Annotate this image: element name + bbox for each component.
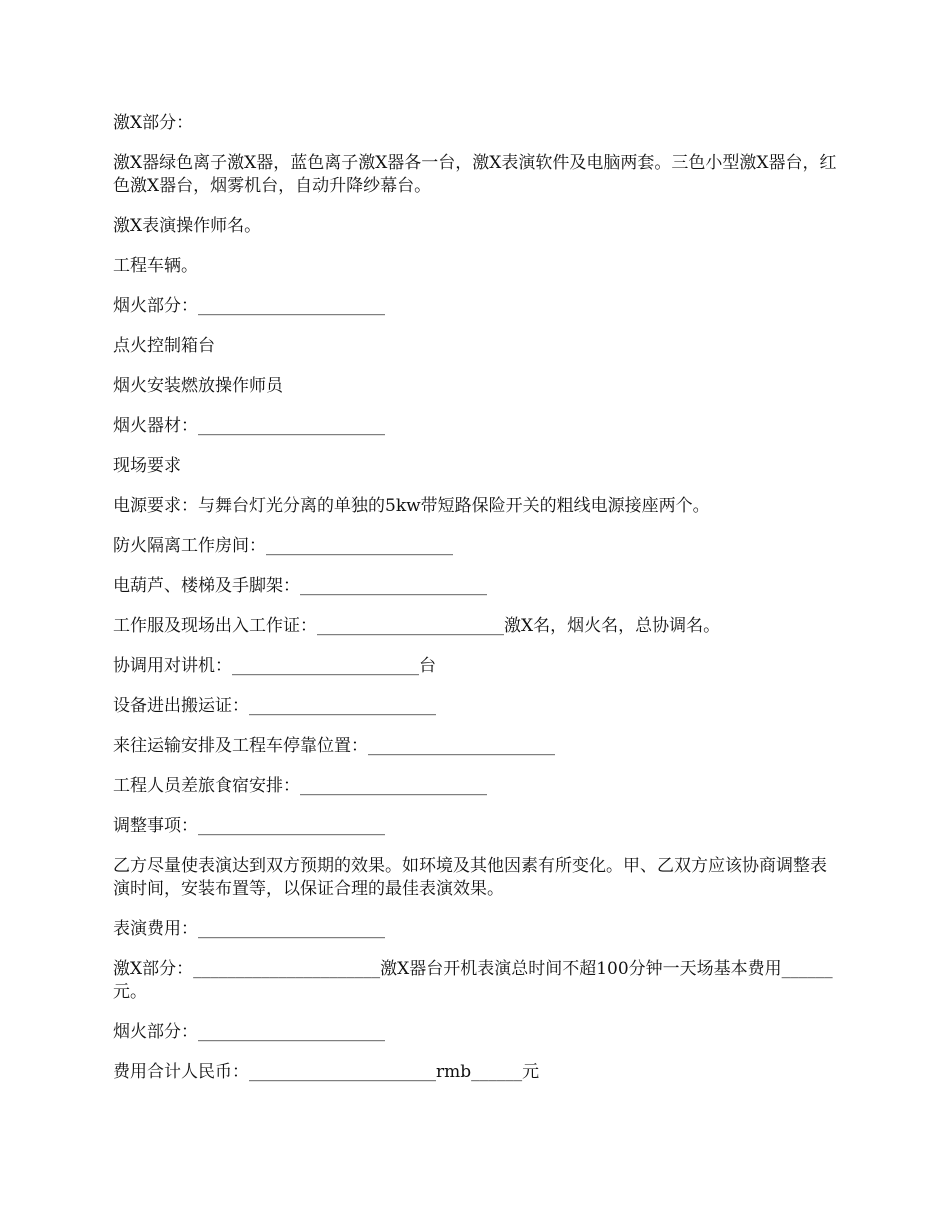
- paragraph-adjustment-text: 乙方尽量使表演达到双方预期的效果。如环境及其他因素有所变化。甲、乙双方应该协商调整表演时间，安装布置等，以保证合理的最佳表演效果。: [113, 856, 827, 899]
- paragraph-laser-fee: 激X部分：______________________激X器台开机表演总时间不超100分钟一天场基本费用______元。: [113, 959, 833, 1002]
- paragraph-laser-operator: 激X表演操作师名。: [113, 216, 262, 236]
- paragraph-fireworks-fee: 烟火部分：______________________: [113, 1022, 385, 1042]
- paragraph-vehicles: 工程车辆。: [113, 256, 198, 276]
- paragraph-work-passes: 工作服及现场出入工作证：______________________激X名，烟火名，总协调名。: [113, 616, 721, 636]
- paragraph-fire-room: 防火隔离工作房间：______________________: [113, 536, 453, 556]
- paragraph-laser-equipment: 激X器绿色离子激X器，蓝色离子激X器各一台，激X表演软件及电脑两套。三色小型激X器台，红色激X器台，烟雾机台，自动升降纱幕台。: [113, 153, 837, 196]
- paragraph-walkie-talkie: 协调用对讲机：______________________台: [113, 656, 436, 676]
- paragraph-power-requirements: 电源要求：与舞台灯光分离的单独的5kw带短路保险开关的粗线电源接座两个。: [113, 496, 710, 516]
- paragraph-laser-section: 激X部分：: [113, 113, 194, 133]
- paragraph-total-fee: 费用合计人民币：______________________rmb______元: [113, 1062, 540, 1082]
- paragraph-adjustments: 调整事项：______________________: [113, 816, 385, 836]
- paragraph-ignition-box: 点火控制箱台: [113, 336, 215, 356]
- paragraph-fireworks-operator: 烟火安装燃放操作师员: [113, 376, 283, 396]
- paragraph-performance-fee: 表演费用：______________________: [113, 919, 385, 939]
- document-page: [113, 112, 838, 1101]
- paragraph-hoist-ladder: 电葫芦、楼梯及手脚架：______________________: [113, 576, 487, 596]
- paragraph-fireworks-section: 烟火部分：______________________: [113, 296, 385, 316]
- paragraph-transport-parking: 来往运输安排及工程车停靠位置：______________________: [113, 736, 555, 756]
- paragraph-site-requirements: 现场要求: [113, 456, 181, 476]
- paragraph-fireworks-materials: 烟火器材：______________________: [113, 416, 385, 436]
- paragraph-accommodation: 工程人员差旅食宿安排：______________________: [113, 776, 487, 796]
- paragraph-equipment-pass: 设备进出搬运证：______________________: [113, 696, 436, 716]
